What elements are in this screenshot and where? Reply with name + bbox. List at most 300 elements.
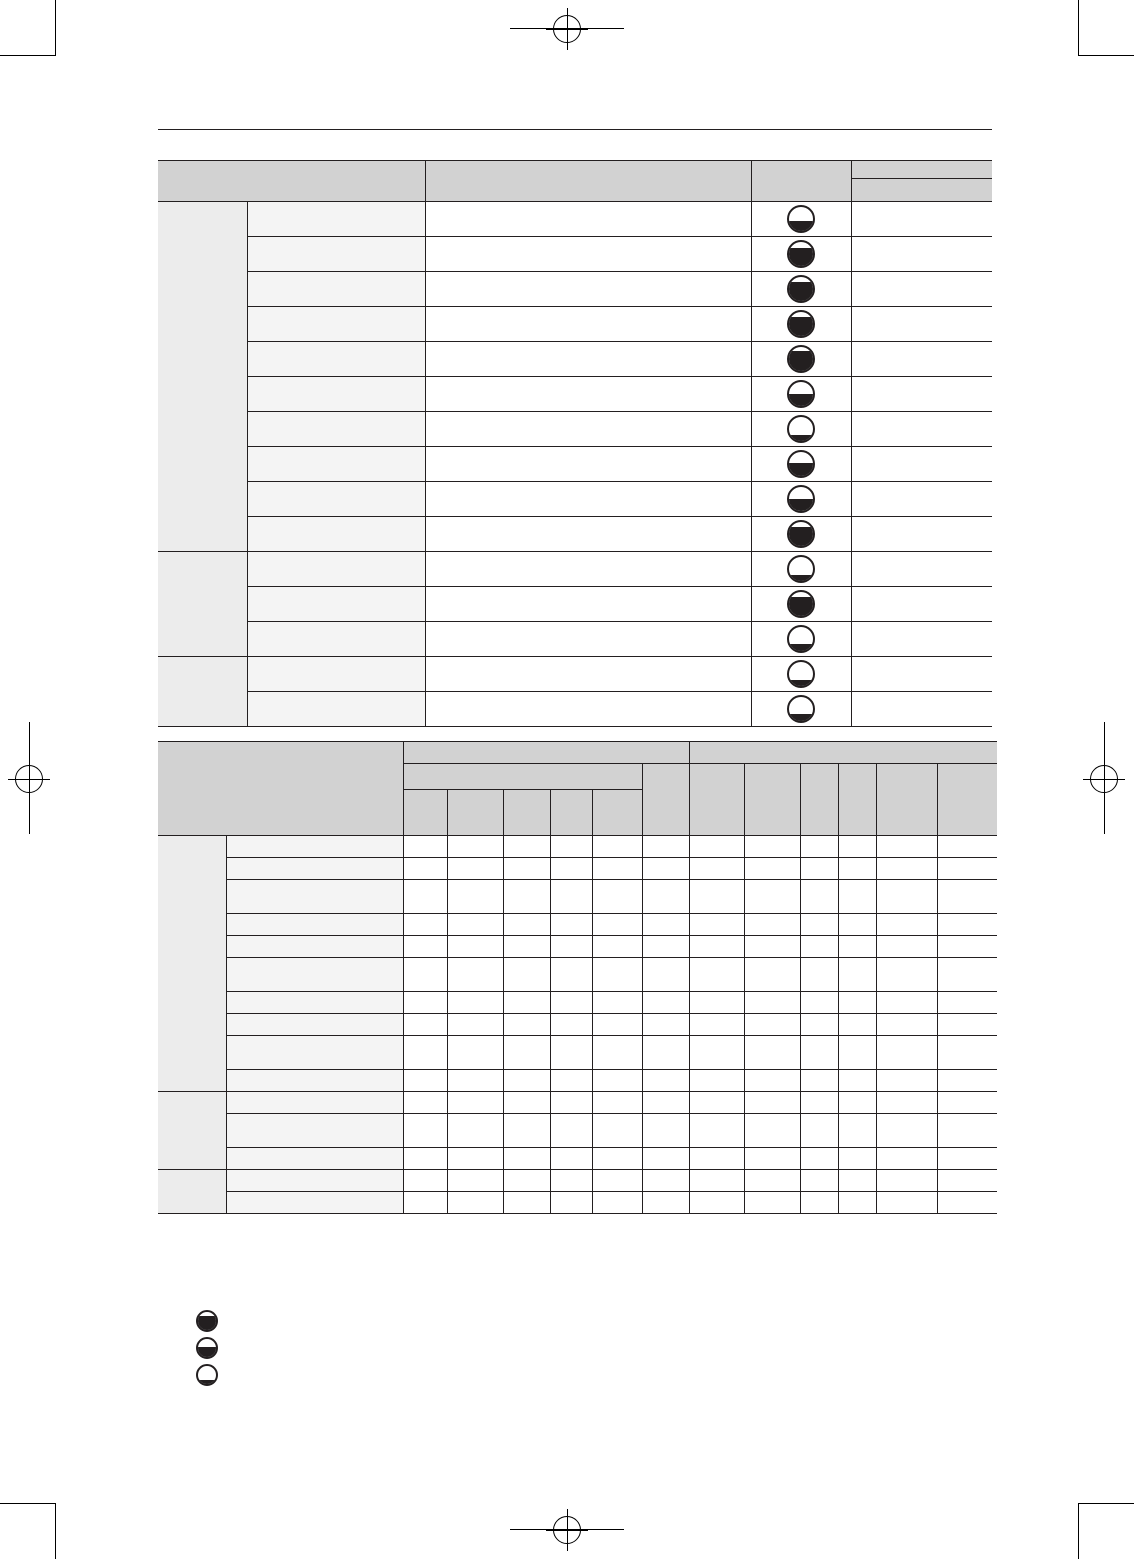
data-cell [642, 914, 689, 936]
data-cell [744, 1148, 800, 1170]
table-row [158, 412, 992, 447]
data-cell [744, 1014, 800, 1036]
data-cell [447, 836, 503, 858]
table-row [158, 1192, 997, 1214]
data-cell [550, 1192, 592, 1214]
data-cell [550, 1092, 592, 1114]
data-cell [800, 1148, 838, 1170]
item-label-cell [226, 1092, 403, 1114]
level-indicator-icon [787, 380, 815, 408]
data-cell [937, 1170, 997, 1192]
data-cell [876, 1036, 937, 1070]
data-cell [937, 936, 997, 958]
data-cell [838, 1192, 876, 1214]
data-cell [876, 1170, 937, 1192]
level-indicator-icon [787, 415, 815, 443]
data-cell [592, 1014, 642, 1036]
description-cell [425, 657, 751, 692]
data-cell [447, 914, 503, 936]
data-cell [876, 836, 937, 858]
data-cell [447, 1092, 503, 1114]
data-cell [689, 1192, 744, 1214]
item-label-cell [226, 880, 403, 914]
data-cell [503, 958, 550, 992]
data-cell [937, 1148, 997, 1170]
group-cell [158, 836, 226, 1092]
header-subcell [851, 179, 992, 202]
data-cell [550, 1014, 592, 1036]
description-cell [425, 692, 751, 727]
level-cell [751, 517, 851, 552]
data-cell [642, 1092, 689, 1114]
data-cell [876, 1092, 937, 1114]
item-label-cell [247, 202, 425, 237]
table-row [158, 237, 992, 272]
data-cell [642, 936, 689, 958]
group-cell [158, 1170, 226, 1214]
level-cell [751, 587, 851, 622]
table-row [158, 1092, 997, 1114]
data-cell [800, 1014, 838, 1036]
data-cell [876, 1014, 937, 1036]
data-cell [592, 1148, 642, 1170]
level-cell [751, 307, 851, 342]
header-cell [642, 764, 689, 836]
item-label-cell [226, 1036, 403, 1070]
level-indicator-icon [787, 450, 815, 478]
item-label-cell [247, 622, 425, 657]
table-row [158, 482, 992, 517]
level-indicator-icon [787, 310, 815, 338]
data-cell [447, 992, 503, 1014]
data-cell [876, 958, 937, 992]
header-cell [838, 764, 876, 836]
value-cell [851, 517, 992, 552]
item-label-cell [247, 447, 425, 482]
item-label-cell [226, 936, 403, 958]
header-cell [689, 764, 744, 836]
table-row [158, 1070, 997, 1092]
crop-mark-bottom-left-v [55, 1503, 56, 1559]
data-cell [876, 1070, 937, 1092]
data-cell [876, 1148, 937, 1170]
table-row [158, 272, 992, 307]
data-cell [937, 1092, 997, 1114]
level-cell [751, 692, 851, 727]
level-cell [751, 657, 851, 692]
item-label-cell [247, 272, 425, 307]
table-row [158, 1148, 997, 1170]
level-indicator-icon [787, 240, 815, 268]
table-row [158, 307, 992, 342]
data-cell [800, 858, 838, 880]
data-cell [550, 936, 592, 958]
item-label-cell [226, 992, 403, 1014]
crop-mark-bottom-left-h [0, 1503, 56, 1504]
data-cell [800, 836, 838, 858]
item-label-cell [226, 836, 403, 858]
data-cell [800, 992, 838, 1014]
data-cell [503, 1092, 550, 1114]
data-cell [838, 992, 876, 1014]
item-label-cell [247, 657, 425, 692]
item-label-cell [226, 958, 403, 992]
data-cell [744, 936, 800, 958]
data-cell [403, 1036, 447, 1070]
data-cell [550, 958, 592, 992]
level-cell [751, 272, 851, 307]
data-cell [503, 936, 550, 958]
data-cell [503, 836, 550, 858]
item-label-cell [226, 1114, 403, 1148]
data-cell [937, 1070, 997, 1092]
data-cell [592, 958, 642, 992]
data-cell [689, 1170, 744, 1192]
data-cell [642, 1070, 689, 1092]
item-label-cell [247, 552, 425, 587]
item-label-cell [247, 587, 425, 622]
header-cell [403, 742, 689, 764]
data-cell [937, 914, 997, 936]
level-indicator-icon [787, 205, 815, 233]
data-cell [689, 1036, 744, 1070]
data-cell [744, 1114, 800, 1148]
data-cell [838, 1070, 876, 1092]
header-cell [403, 764, 642, 790]
legend-level-icon [196, 1310, 218, 1332]
data-cell [838, 1014, 876, 1036]
data-cell [550, 992, 592, 1014]
header-cell [592, 790, 642, 836]
level-indicator-icon [787, 695, 815, 723]
data-cell [592, 880, 642, 914]
description-cell [425, 552, 751, 587]
registration-target-bottom [553, 1516, 581, 1544]
data-cell [876, 914, 937, 936]
header-cell [851, 161, 992, 179]
data-cell [403, 1014, 447, 1036]
item-label-cell [226, 1192, 403, 1214]
data-cell [447, 1036, 503, 1070]
data-cell [744, 958, 800, 992]
data-cell [550, 1070, 592, 1092]
data-cell [642, 1114, 689, 1148]
data-cell [689, 836, 744, 858]
data-cell [838, 858, 876, 880]
item-label-cell [247, 307, 425, 342]
data-cell [503, 1170, 550, 1192]
data-cell [403, 1070, 447, 1092]
value-cell [851, 692, 992, 727]
description-cell [425, 342, 751, 377]
data-cell [550, 858, 592, 880]
level-indicator-icon [787, 345, 815, 373]
registration-target-top [553, 15, 581, 43]
data-cell [838, 1114, 876, 1148]
table-row [158, 914, 997, 936]
data-cell [592, 936, 642, 958]
level-cell [751, 552, 851, 587]
data-cell [800, 880, 838, 914]
data-cell [937, 1036, 997, 1070]
value-cell [851, 482, 992, 517]
header-cell [550, 790, 592, 836]
header-rule [158, 129, 992, 130]
table-row [158, 936, 997, 958]
crop-mark-bottom-right-v [1078, 1503, 1079, 1559]
data-cell [503, 1014, 550, 1036]
data-cell [447, 958, 503, 992]
data-cell [876, 880, 937, 914]
level-indicator-icon [787, 590, 815, 618]
table-row [158, 692, 992, 727]
data-cell [550, 880, 592, 914]
data-cell [838, 936, 876, 958]
description-cell [425, 447, 751, 482]
table-row [158, 377, 992, 412]
data-cell [447, 1148, 503, 1170]
description-cell [425, 482, 751, 517]
data-cell [503, 1192, 550, 1214]
header-cell [447, 790, 503, 836]
data-cell [937, 958, 997, 992]
description-cell [425, 587, 751, 622]
item-label-cell [247, 237, 425, 272]
table-row [158, 657, 992, 692]
item-label-cell [226, 914, 403, 936]
data-cell [744, 1092, 800, 1114]
value-cell [851, 587, 992, 622]
data-cell [689, 1148, 744, 1170]
data-cell [503, 992, 550, 1014]
data-cell [642, 880, 689, 914]
data-cell [937, 836, 997, 858]
item-label-cell [226, 858, 403, 880]
item-label-cell [226, 1170, 403, 1192]
table-row [158, 1036, 997, 1070]
table-row [158, 517, 992, 552]
header-cell [937, 764, 997, 836]
data-cell [447, 1114, 503, 1148]
data-cell [838, 958, 876, 992]
data-cell [689, 880, 744, 914]
table-row [158, 622, 992, 657]
data-cell [642, 1014, 689, 1036]
crop-mark-top-right-v [1078, 0, 1079, 56]
data-cell [403, 858, 447, 880]
data-cell [592, 836, 642, 858]
data-cell [403, 1148, 447, 1170]
data-cell [503, 1070, 550, 1092]
data-cell [503, 1148, 550, 1170]
data-cell [800, 1092, 838, 1114]
data-cell [503, 914, 550, 936]
data-cell [447, 936, 503, 958]
data-cell [800, 1070, 838, 1092]
group-cell [158, 552, 247, 657]
level-cell [751, 237, 851, 272]
table-row [158, 202, 992, 237]
data-cell [403, 958, 447, 992]
data-cell [642, 1192, 689, 1214]
data-cell [642, 958, 689, 992]
data-cell [447, 880, 503, 914]
data-cell [937, 1014, 997, 1036]
crop-mark-top-left-h [0, 55, 56, 56]
value-cell [851, 202, 992, 237]
data-cell [550, 1170, 592, 1192]
data-cell [447, 858, 503, 880]
data-cell [642, 858, 689, 880]
header-cell [751, 161, 851, 202]
data-cell [838, 1036, 876, 1070]
data-cell [876, 992, 937, 1014]
header-cell [689, 742, 997, 764]
level-cell [751, 377, 851, 412]
data-cell [642, 992, 689, 1014]
data-cell [744, 836, 800, 858]
value-cell [851, 272, 992, 307]
data-cell [550, 836, 592, 858]
crop-mark-top-right-h [1078, 55, 1134, 56]
data-cell [838, 1148, 876, 1170]
data-cell [937, 1192, 997, 1214]
data-cell [550, 1114, 592, 1148]
data-cell [642, 1170, 689, 1192]
legend-item [196, 1310, 218, 1332]
data-cell [937, 858, 997, 880]
data-cell [592, 1114, 642, 1148]
data-cell [689, 1092, 744, 1114]
item-label-cell [247, 517, 425, 552]
crop-mark-top-left-v [55, 0, 56, 56]
data-cell [403, 880, 447, 914]
data-cell [744, 1070, 800, 1092]
data-cell [503, 1036, 550, 1070]
level-cell [751, 202, 851, 237]
table-row [158, 1014, 997, 1036]
header-cell [403, 790, 447, 836]
item-label-cell [226, 1148, 403, 1170]
data-cell [503, 858, 550, 880]
legend-item [196, 1337, 218, 1359]
group-cell [158, 657, 247, 727]
data-cell [876, 936, 937, 958]
data-cell [592, 1192, 642, 1214]
item-label-cell [247, 482, 425, 517]
data-cell [800, 914, 838, 936]
level-indicator-icon [787, 520, 815, 548]
level-indicator-icon [787, 660, 815, 688]
value-cell [851, 552, 992, 587]
level-indicator-icon [787, 485, 815, 513]
data-cell [744, 1192, 800, 1214]
value-cell [851, 342, 992, 377]
item-label-cell [226, 1070, 403, 1092]
header-cell [158, 742, 403, 836]
item-label-cell [247, 692, 425, 727]
data-cell [447, 1014, 503, 1036]
data-cell [800, 1170, 838, 1192]
data-cell [800, 1036, 838, 1070]
data-cell [403, 1114, 447, 1148]
data-cell [403, 914, 447, 936]
data-cell [592, 1036, 642, 1070]
data-cell [447, 1170, 503, 1192]
level-cell [751, 447, 851, 482]
table-row [158, 880, 997, 914]
data-cell [592, 1170, 642, 1192]
data-cell [800, 958, 838, 992]
data-cell [642, 1036, 689, 1070]
data-cell [592, 992, 642, 1014]
header-cell [158, 161, 425, 202]
table-row [158, 836, 997, 858]
data-cell [744, 1170, 800, 1192]
table-row [158, 587, 992, 622]
legend-level-icon [196, 1337, 218, 1359]
data-cell [689, 958, 744, 992]
value-cell [851, 657, 992, 692]
data-cell [403, 1170, 447, 1192]
table-row [158, 447, 992, 482]
item-label-cell [226, 1014, 403, 1036]
data-cell [838, 880, 876, 914]
header-cell [744, 764, 800, 836]
item-label-cell [247, 342, 425, 377]
registration-target-left [15, 765, 43, 793]
level-cell [751, 412, 851, 447]
legend-level-icon [196, 1364, 218, 1386]
level-indicator-icon [787, 555, 815, 583]
header-cell [503, 790, 550, 836]
data-cell [642, 836, 689, 858]
data-cell [403, 936, 447, 958]
data-cell [403, 1192, 447, 1214]
data-cell [744, 914, 800, 936]
data-cell [689, 936, 744, 958]
data-cell [592, 1070, 642, 1092]
data-cell [503, 1114, 550, 1148]
data-cell [503, 880, 550, 914]
data-cell [800, 1114, 838, 1148]
data-cell [838, 836, 876, 858]
level-cell [751, 622, 851, 657]
data-cell [744, 992, 800, 1014]
table-row [158, 1170, 997, 1192]
value-cell [851, 307, 992, 342]
data-cell [876, 1114, 937, 1148]
data-cell [838, 914, 876, 936]
value-cell [851, 237, 992, 272]
description-cell [425, 272, 751, 307]
data-cell [838, 1092, 876, 1114]
description-cell [425, 307, 751, 342]
description-cell [425, 377, 751, 412]
table-row [158, 958, 997, 992]
group-cell [158, 202, 247, 552]
data-cell [592, 914, 642, 936]
table-row [158, 342, 992, 377]
data-cell [642, 1148, 689, 1170]
data-cell [937, 1114, 997, 1148]
data-cell [689, 1070, 744, 1092]
data-cell [403, 1092, 447, 1114]
data-cell [550, 1036, 592, 1070]
registration-target-right [1090, 765, 1118, 793]
description-cell [425, 412, 751, 447]
data-cell [876, 1192, 937, 1214]
